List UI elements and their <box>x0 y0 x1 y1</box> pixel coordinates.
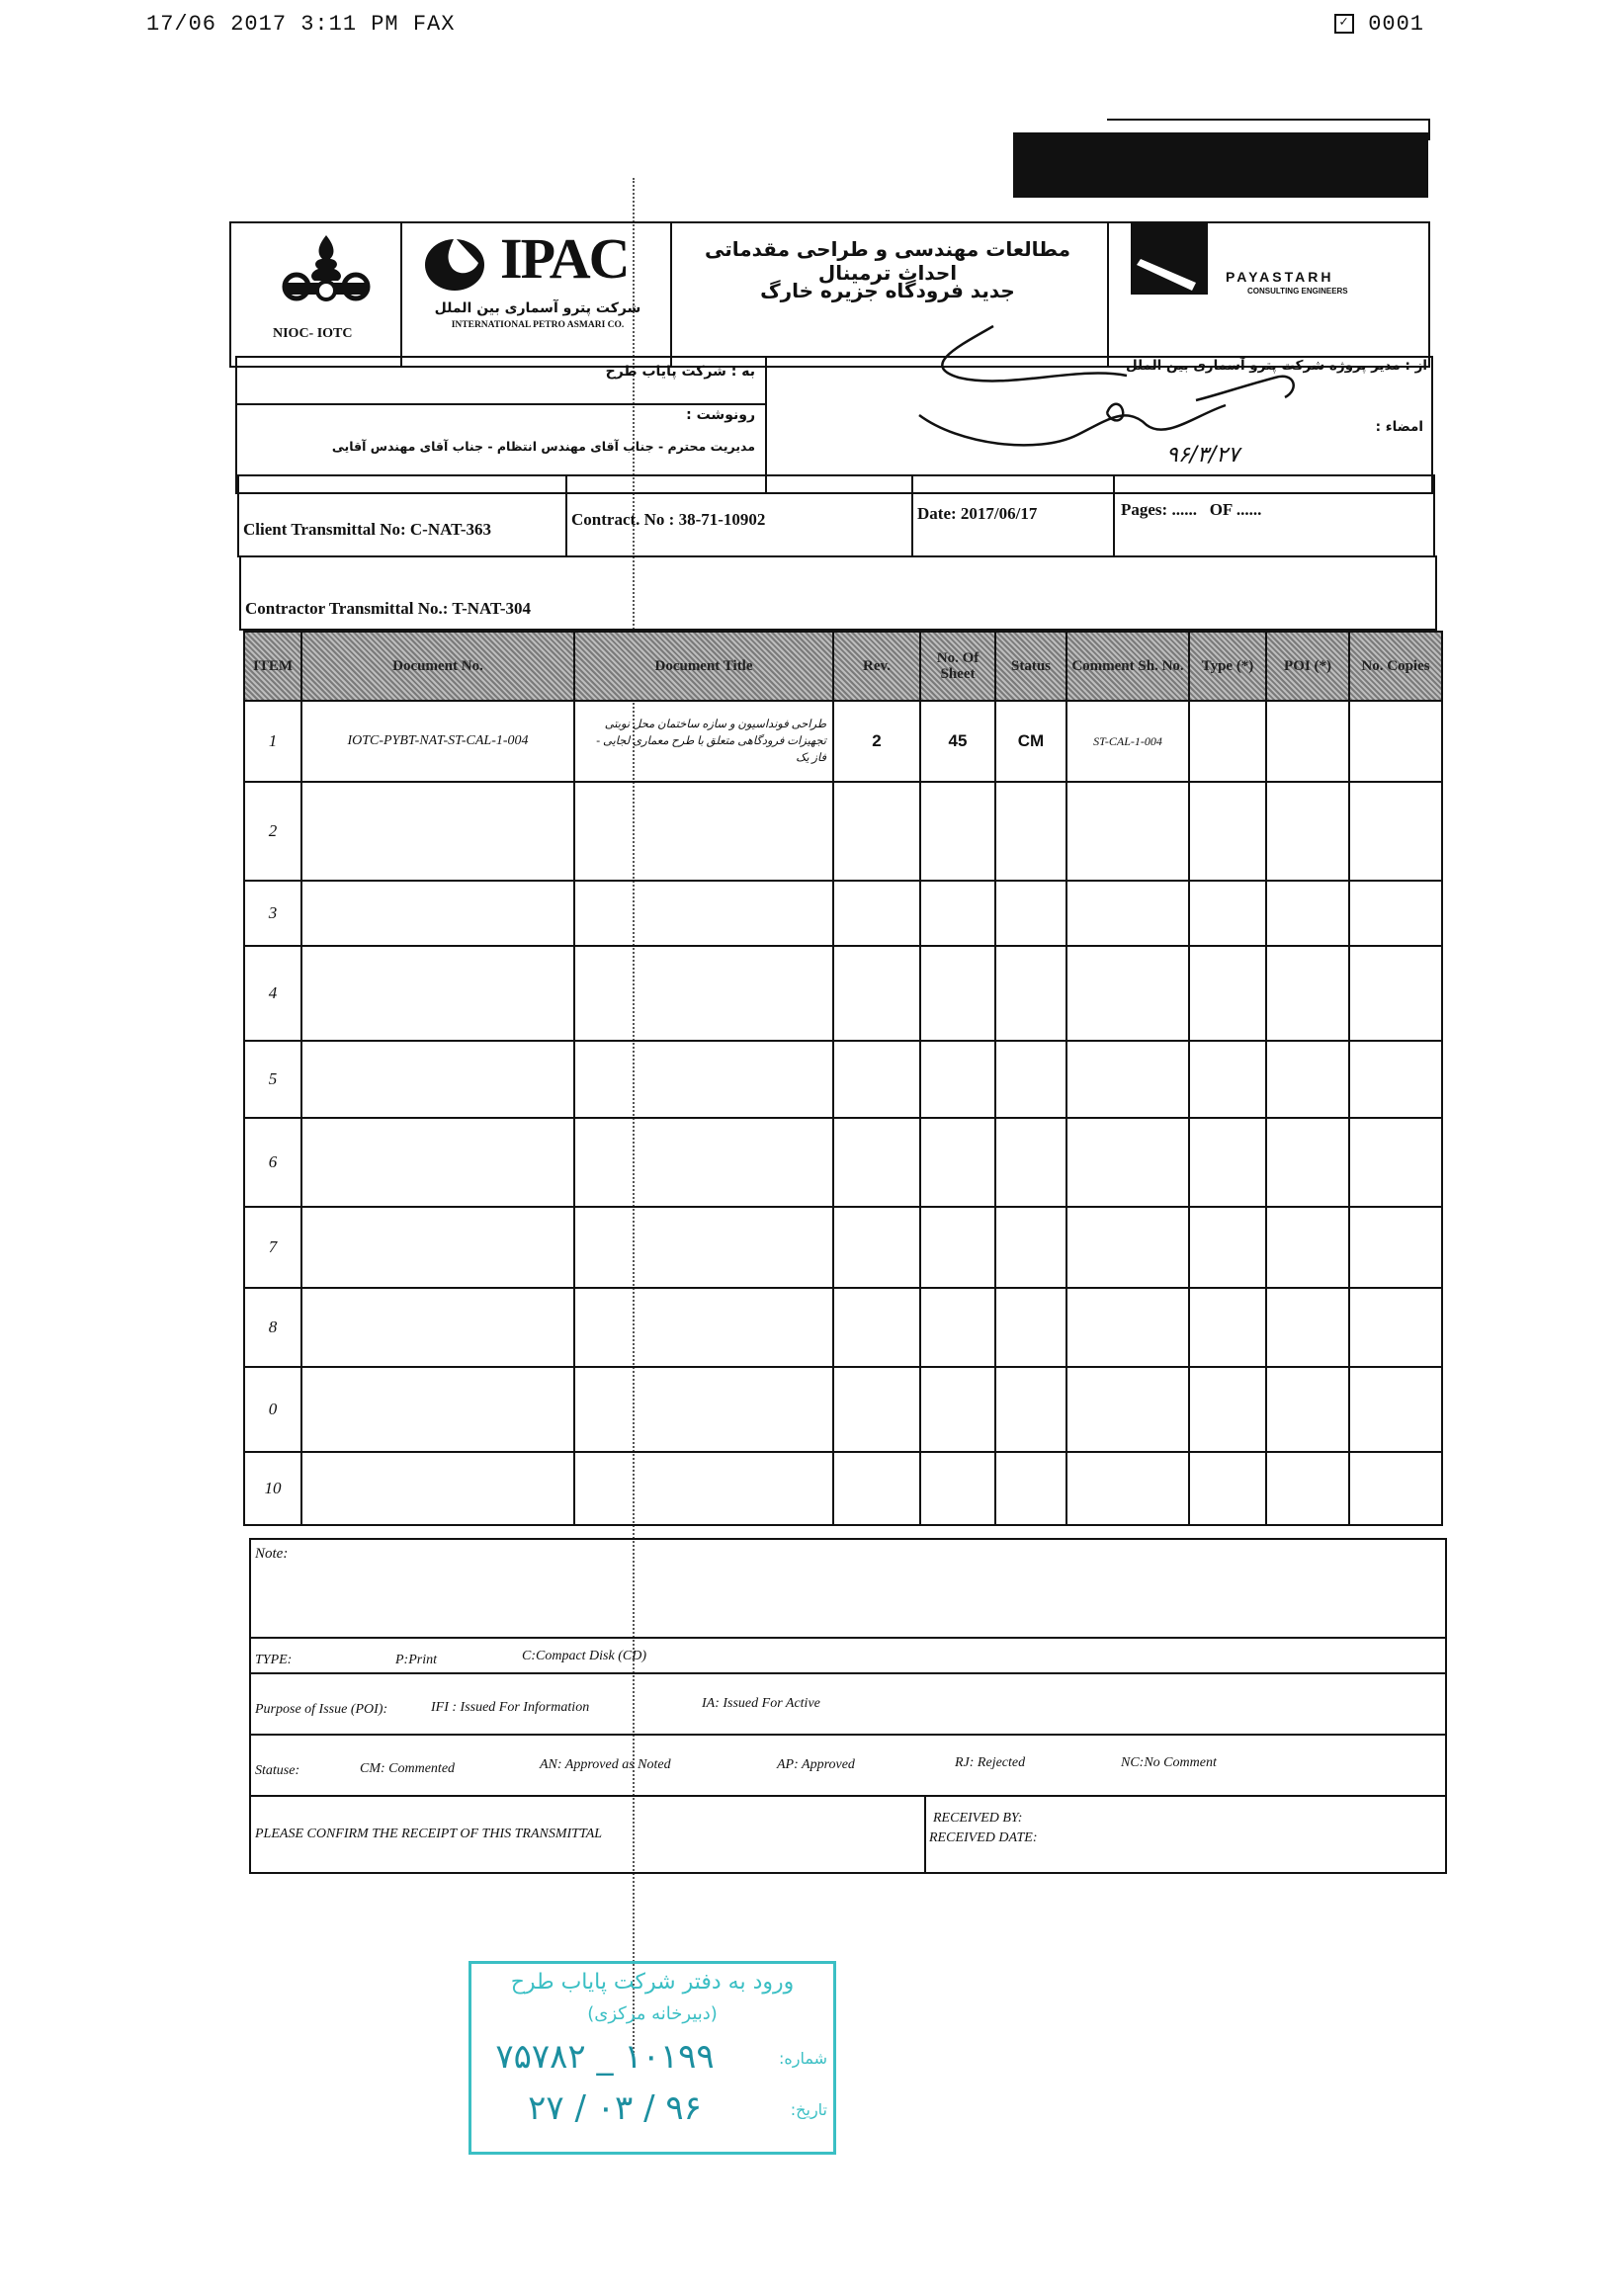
table-header-row <box>244 632 1442 701</box>
row-status <box>995 946 1066 1041</box>
row-document-no <box>301 1288 574 1367</box>
header-dark-band <box>1013 132 1428 198</box>
row-status <box>995 1118 1066 1207</box>
fax-page-indicator <box>1334 12 1424 37</box>
row-sheets <box>920 1452 995 1525</box>
row-type <box>1189 1207 1266 1288</box>
row-comment-sheet <box>1066 1452 1189 1525</box>
cc-label: رونوشت : <box>686 407 755 423</box>
row-comment-sheet: ST-CAL-1-004 <box>1066 701 1189 782</box>
transmittal-divider-2 <box>911 474 913 557</box>
table-row <box>244 881 1442 946</box>
legend-divider <box>924 1795 926 1874</box>
status-commented: CM: Commented <box>360 1761 456 1776</box>
row-document-no <box>301 881 574 946</box>
col-header-type: Type (*) <box>1189 632 1266 701</box>
stamp-date-label: تاریخ: <box>790 2100 827 2119</box>
row-rev <box>833 1207 920 1288</box>
row-item: 3 <box>244 881 301 946</box>
row-document-title <box>574 1207 833 1288</box>
note-label: Note: <box>255 1546 289 1562</box>
to-line: به : شرکت پایاب طرح <box>605 364 755 380</box>
table-row <box>244 1207 1442 1288</box>
row-copies <box>1349 1207 1442 1288</box>
legend-block <box>249 1538 1447 1874</box>
header-band-frame <box>1107 119 1430 140</box>
row-item: 10 <box>244 1452 301 1525</box>
row-copies <box>1349 1118 1442 1207</box>
row-status <box>995 1367 1066 1452</box>
row-comment-sheet <box>1066 946 1189 1041</box>
row-poi <box>1266 1452 1349 1525</box>
row-status <box>995 1041 1066 1118</box>
received-date-label: RECEIVED DATE: <box>929 1830 1038 1845</box>
stamp-subtitle: (دبیرخانه مرکزی) <box>587 2003 718 2024</box>
row-status <box>995 1452 1066 1525</box>
col-header-status: Status <box>995 632 1066 701</box>
contractor-transmittal-no: Contractor Transmittal No.: T-NAT-304 <box>245 599 531 618</box>
table-row <box>244 1118 1442 1207</box>
col-header-item: ITEM <box>244 632 301 701</box>
row-document-title <box>574 1041 833 1118</box>
row-comment-sheet <box>1066 881 1189 946</box>
nioc-logo <box>267 229 385 318</box>
stamp-date-value: ۹۶ / ۰۳ / ۲۷ <box>528 2088 702 2128</box>
payastarh-logo <box>1127 219 1212 298</box>
client-transmittal-no: Client Transmittal No: C-NAT-363 <box>243 520 492 539</box>
row-sheets <box>920 782 995 881</box>
header-divider-2 <box>670 221 672 368</box>
row-poi <box>1266 1118 1349 1207</box>
row-poi <box>1266 1041 1349 1118</box>
col-header-rev: Rev. <box>833 632 920 701</box>
row-type <box>1189 782 1266 881</box>
table-row <box>244 1452 1442 1525</box>
row-rev <box>833 1288 920 1367</box>
row-rev: 2 <box>833 701 920 782</box>
row-status <box>995 1288 1066 1367</box>
row-document-no <box>301 946 574 1041</box>
entry-stamp <box>469 1961 836 2155</box>
col-header-no-copies: No. Copies <box>1349 632 1442 701</box>
row-copies <box>1349 782 1442 881</box>
poi-label: Purpose of Issue (POI): <box>255 1702 388 1717</box>
legend-line-1 <box>249 1637 1447 1639</box>
legend-line-3 <box>249 1734 1447 1736</box>
payastarh-name: PAYASTARH <box>1226 269 1334 285</box>
row-poi <box>1266 881 1349 946</box>
fax-check-icon: ✓ <box>1334 14 1354 34</box>
row-type <box>1189 946 1266 1041</box>
poi-ifi: IFI : Issued For Information <box>431 1700 590 1715</box>
transmittal-divider-1 <box>565 474 567 557</box>
nioc-label: NIOC- IOTC <box>273 326 353 341</box>
table-row <box>244 782 1442 881</box>
type-compact-disk: C:Compact Disk (CD) <box>522 1649 646 1663</box>
transmittal-divider-3 <box>1113 474 1115 557</box>
row-sheets <box>920 1288 995 1367</box>
status-label: Statuse: <box>255 1763 300 1778</box>
row-comment-sheet <box>1066 1367 1189 1452</box>
row-rev <box>833 1041 920 1118</box>
row-comment-sheet <box>1066 1041 1189 1118</box>
row-item: 4 <box>244 946 301 1041</box>
row-sheets <box>920 881 995 946</box>
row-copies <box>1349 946 1442 1041</box>
row-poi <box>1266 701 1349 782</box>
row-sheets <box>920 1118 995 1207</box>
row-poi <box>1266 1288 1349 1367</box>
recipients-row-line <box>235 403 765 405</box>
row-document-no <box>301 1367 574 1452</box>
ipac-fa-name: شرکت پترو آسماری بین الملل <box>434 300 641 316</box>
table-row <box>244 1041 1442 1118</box>
row-type <box>1189 881 1266 946</box>
type-print: P:Print <box>395 1653 437 1667</box>
row-item: 5 <box>244 1041 301 1118</box>
row-type <box>1189 1452 1266 1525</box>
row-copies <box>1349 1452 1442 1525</box>
type-label: TYPE: <box>255 1653 293 1667</box>
nioc-emblem-icon <box>267 229 385 318</box>
table-row <box>244 1367 1442 1452</box>
row-document-title <box>574 782 833 881</box>
handwritten-signature-icon <box>899 306 1315 474</box>
fax-page-number: 0001 <box>1368 12 1425 37</box>
row-item: 2 <box>244 782 301 881</box>
row-status: CM <box>995 701 1066 782</box>
col-header-poi: POI (*) <box>1266 632 1349 701</box>
row-rev <box>833 1452 920 1525</box>
row-sheets: 45 <box>920 701 995 782</box>
row-type <box>1189 1367 1266 1452</box>
stamp-title: ورود به دفتر شرکت پایاب طرح <box>510 1970 795 1995</box>
row-comment-sheet <box>1066 1118 1189 1207</box>
row-document-title <box>574 946 833 1041</box>
row-document-title <box>574 1118 833 1207</box>
row-document-no <box>301 1452 574 1525</box>
row-comment-sheet <box>1066 782 1189 881</box>
status-no-comment: NC:No Comment <box>1121 1755 1217 1770</box>
row-document-no: IOTC-PYBT-NAT-ST-CAL-1-004 <box>301 701 574 782</box>
received-by-label: RECEIVED BY: <box>933 1811 1023 1826</box>
recipients-divider <box>765 356 767 494</box>
row-poi <box>1266 1367 1349 1452</box>
row-copies <box>1349 1367 1442 1452</box>
table-row <box>244 946 1442 1041</box>
col-header-no-of-sheet: No. Of Sheet <box>920 632 995 701</box>
row-rev <box>833 782 920 881</box>
row-item: 1 <box>244 701 301 782</box>
legend-line-2 <box>249 1672 1447 1674</box>
row-document-title <box>574 1288 833 1367</box>
table-row <box>244 701 1442 782</box>
status-approved-as-noted: AN: Approved as Noted <box>540 1757 671 1772</box>
col-header-document-title: Document Title <box>574 632 833 701</box>
status-approved: AP: Approved <box>777 1757 855 1772</box>
row-document-no <box>301 782 574 881</box>
row-status <box>995 881 1066 946</box>
header-divider-1 <box>400 221 402 368</box>
row-copies <box>1349 881 1442 946</box>
contractor-transmittal-row <box>239 555 1437 631</box>
col-header-comment-sheet: Comment Sh. No. <box>1066 632 1189 701</box>
row-comment-sheet <box>1066 1288 1189 1367</box>
cc-recipients: مدیریت محترم - جناب آقای مهندس انتظام - جناب آقای مهندس آقایی <box>331 439 755 454</box>
from-line: از : مدیر پروژه شرکت پترو آسماری بین الملل <box>1125 358 1427 374</box>
row-rev <box>833 1367 920 1452</box>
row-poi <box>1266 1207 1349 1288</box>
poi-ia: IA: Issued For Active <box>702 1696 820 1711</box>
row-comment-sheet <box>1066 1207 1189 1288</box>
contract-no: Contract. No : 38-71-10902 <box>571 510 766 529</box>
row-document-no <box>301 1041 574 1118</box>
ipac-en-name: INTERNATIONAL PETRO ASMARI CO. <box>451 320 625 330</box>
row-type <box>1189 701 1266 782</box>
row-document-title: طراحی فونداسیون و سازه ساختمان محل نوبتی تجهیزات فرودگاهی متعلق با طرح معماری لجایی - فاز یک <box>574 701 833 782</box>
row-rev <box>833 1118 920 1207</box>
ipac-logo <box>419 226 656 298</box>
row-copies <box>1349 1041 1442 1118</box>
stamp-number-label: شماره: <box>778 2049 827 2068</box>
row-status <box>995 782 1066 881</box>
signature-date: ۹۶/۳/۲۷ <box>1166 443 1239 468</box>
row-document-title <box>574 1367 833 1452</box>
row-poi <box>1266 782 1349 881</box>
col-header-document-no: Document No. <box>301 632 574 701</box>
stamp-number-value: ۱۰۱۹۹ _ ۷۵۷۸۲ <box>495 2037 715 2077</box>
row-copies <box>1349 701 1442 782</box>
payastarh-mark-icon <box>1127 219 1212 298</box>
row-sheets <box>920 1041 995 1118</box>
payastarh-subtitle: CONSULTING ENGINEERS <box>1247 287 1348 296</box>
row-document-no <box>301 1118 574 1207</box>
row-poi <box>1266 946 1349 1041</box>
signature-label: امضاء : <box>1375 419 1423 435</box>
row-document-title <box>574 1452 833 1525</box>
row-status <box>995 1207 1066 1288</box>
row-sheets <box>920 1207 995 1288</box>
row-type <box>1189 1118 1266 1207</box>
row-item: 8 <box>244 1288 301 1367</box>
legend-line-4 <box>249 1795 1447 1797</box>
row-item: 6 <box>244 1118 301 1207</box>
row-document-no <box>301 1207 574 1288</box>
documents-table <box>243 631 1443 1526</box>
row-type <box>1189 1041 1266 1118</box>
row-item: 7 <box>244 1207 301 1288</box>
ipac-wordmark: IPAC <box>500 226 629 291</box>
project-title-line1: مطالعات مهندسی و طراحی مقدماتی احداث ترمینال <box>704 237 1071 285</box>
row-rev <box>833 946 920 1041</box>
status-rejected: RJ: Rejected <box>955 1755 1026 1770</box>
row-item: 0 <box>244 1367 301 1452</box>
row-sheets <box>920 1367 995 1452</box>
row-document-title <box>574 881 833 946</box>
confirm-receipt-text: PLEASE CONFIRM THE RECEIPT OF THIS TRANSMITTAL <box>255 1827 603 1841</box>
project-title-line2: جدید فرودگاه جزیره خارگ <box>760 279 1015 302</box>
table-row <box>244 1288 1442 1367</box>
pages-count: Pages: ...... OF ...... <box>1121 500 1262 519</box>
row-copies <box>1349 1288 1442 1367</box>
fax-timestamp: 17/06 2017 3:11 PM FAX <box>146 12 456 37</box>
row-rev <box>833 881 920 946</box>
row-type <box>1189 1288 1266 1367</box>
transmittal-date: Date: 2017/06/17 <box>917 504 1038 523</box>
row-sheets <box>920 946 995 1041</box>
